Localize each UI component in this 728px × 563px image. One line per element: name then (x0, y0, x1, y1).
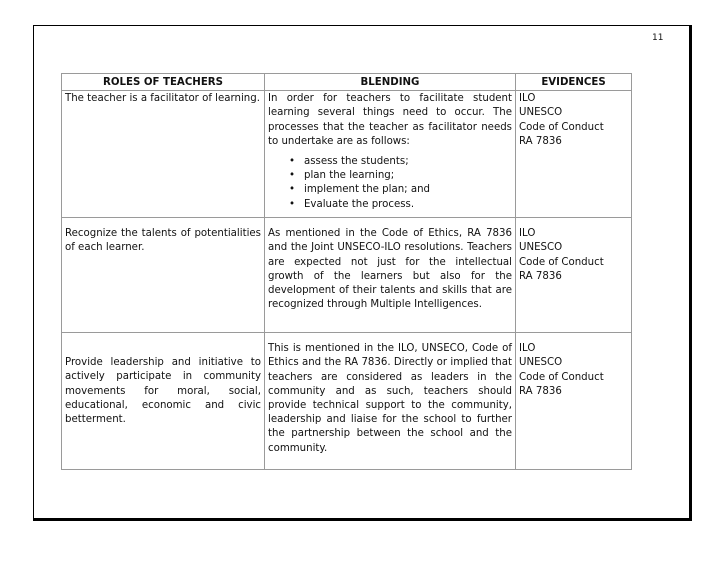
header-roles: ROLES OF TEACHERS (62, 74, 265, 91)
blending-cell (265, 218, 516, 333)
evidence-item: RA 7836 (519, 135, 562, 147)
role-text: The teacher is a facilitator of learning. (65, 93, 260, 105)
table-row (62, 91, 632, 218)
blending-cell (265, 91, 516, 218)
evidence-item: RA 7836 (519, 270, 562, 282)
list-item: • implement the plan; and (304, 183, 512, 197)
list-item: • plan the learning; (304, 169, 512, 183)
bullet-icon: • (289, 198, 296, 210)
evidence-item: ILO (519, 343, 536, 355)
table-header-row (62, 74, 632, 91)
evidence-item: Code of Conduct (519, 256, 604, 268)
evidence-item: UNESCO (519, 357, 563, 369)
list-item: • Evaluate the process. (304, 198, 512, 212)
blending-text: As mentioned in the Code of Ethics, RA 7836 and the Joint UNSECO-ILO resolutions. Teachers are expected not just for the intellectual growth of the learners but also for the development of their talents and skills that are recognized through Multiple Intelligences. (268, 228, 512, 311)
bullet-icon: • (289, 156, 296, 168)
evidences-cell (516, 91, 632, 218)
list-item: • assess the students; (304, 155, 512, 169)
evidence-item: Code of Conduct (519, 371, 604, 383)
table-row (62, 218, 632, 333)
role-cell (62, 333, 265, 470)
evidence-item: ILO (519, 228, 536, 240)
bullet-icon: • (289, 184, 296, 196)
role-cell (62, 218, 265, 333)
blending-cell (265, 333, 516, 470)
page-number: 11 (652, 33, 664, 43)
role-text: Provide leadership and initiative to actively participate in community movements for moral, social, educational, economic and civic betterment. (65, 357, 261, 426)
facilitator-steps-list (268, 155, 512, 212)
evidences-cell (516, 333, 632, 470)
evidence-item: ILO (519, 93, 536, 105)
role-text: Recognize the talents of potentialities of each learner. (65, 228, 261, 254)
evidences-cell (516, 218, 632, 333)
evidence-item: UNESCO (519, 242, 563, 254)
blending-intro: In order for teachers to facilitate student learning several things need to occur. The processes that the teacher as facilitator needs to undertake are as follows: (268, 93, 512, 147)
blending-text: This is mentioned in the ILO, UNSECO, Code of Ethics and the RA 7836. Directly or implied that teachers are considered as leaders in the community and as such, teachers should provide technical support to the community, leadership and liaise for the school to further the partnership between the school and the community. (268, 343, 512, 454)
evidence-item: UNESCO (519, 107, 563, 119)
bullet-icon: • (289, 170, 296, 182)
evidence-item: Code of Conduct (519, 121, 604, 133)
roles-table (61, 73, 632, 470)
evidence-item: RA 7836 (519, 385, 562, 397)
table-row (62, 333, 632, 470)
role-cell (62, 91, 265, 218)
header-blending: BLENDING (265, 74, 516, 91)
header-evidences: EVIDENCES (516, 74, 632, 91)
